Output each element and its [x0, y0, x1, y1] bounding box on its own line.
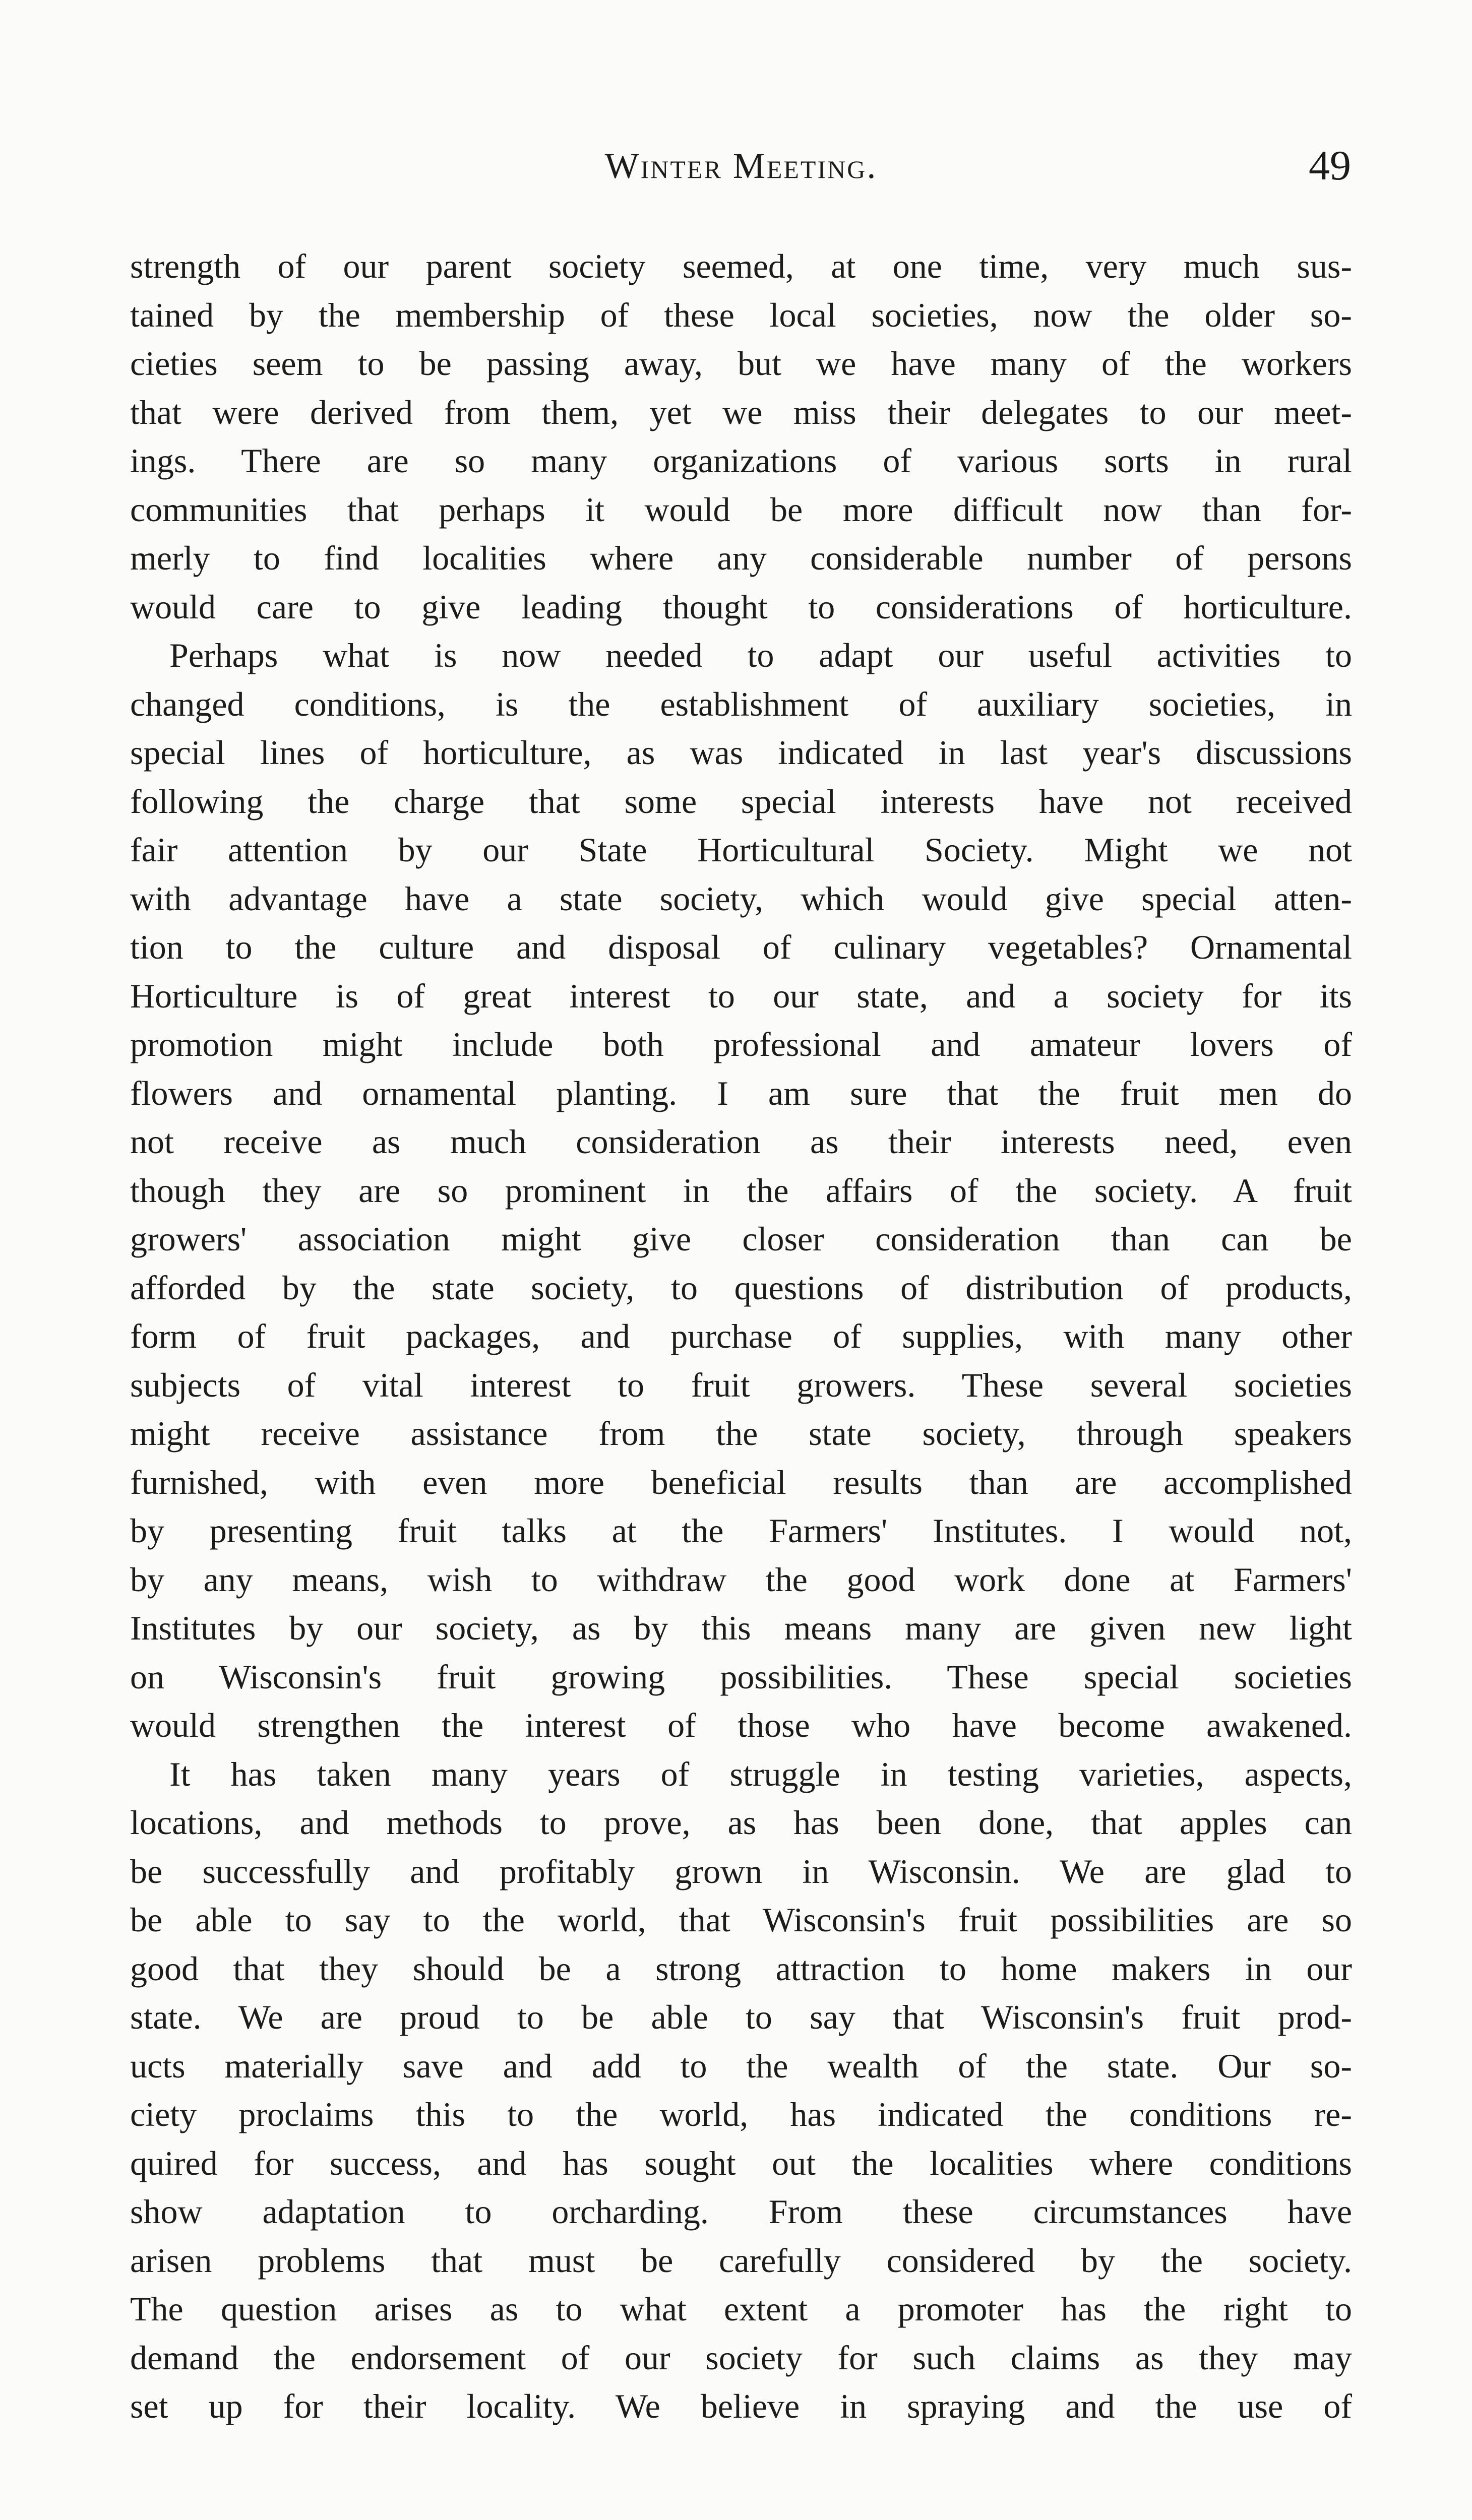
text-line: merly to find localities where any considerable number of persons — [130, 539, 1352, 577]
text-line: fair attention by our State Horticultural Society. Might we not — [130, 831, 1352, 869]
text-line: ings. There are so many organizations of various sorts in rural — [130, 442, 1352, 480]
text-line: tion to the culture and disposal of culinary vegetables? Ornamental — [130, 928, 1352, 966]
text-line: might receive assistance from the state society, through speakers — [130, 1414, 1352, 1453]
text-line: be successfully and profitably grown in Wisconsin. We are glad to — [130, 1852, 1352, 1891]
text-line: would strengthen the interest of those who have become awakened. — [130, 1706, 1352, 1744]
text-line: form of fruit packages, and purchase of supplies, with many other — [130, 1317, 1352, 1355]
text-line: special lines of horticulture, as was indicated in last year's discussions — [130, 733, 1352, 772]
paragraph-2 — [130, 631, 1352, 1750]
text-line: demand the endorsement of our society for such claims as they may — [130, 2338, 1352, 2377]
text-line: flowers and ornamental planting. I am sure that the fruit men do — [130, 1074, 1352, 1112]
text-line: growers' association might give closer consideration than can be — [130, 1220, 1352, 1258]
paragraph-1 — [130, 242, 1352, 631]
text-line: It has taken many years of struggle in testing varieties, aspects, — [169, 1754, 1352, 1793]
text-line: cieties seem to be passing away, but we have many of the workers — [130, 344, 1352, 383]
text-line: that were derived from them, yet we miss their delegates to our meet- — [130, 393, 1352, 431]
page-header — [131, 141, 1351, 197]
body-text — [130, 242, 1352, 2431]
text-line: set up for their locality. We believe in spraying and the use of — [130, 2387, 1352, 2425]
text-line: following the charge that some special interests have not received — [130, 782, 1352, 821]
text-line: ciety proclaims this to the world, has indicated the conditions re- — [130, 2095, 1352, 2133]
text-line: The question arises as to what extent a promoter has the right to — [130, 2290, 1352, 2328]
text-line: changed conditions, is the establishment of auxiliary societies, in — [130, 684, 1352, 723]
text-line: communities that perhaps it would be more difficult now than for- — [130, 490, 1352, 529]
text-line: furnished, with even more beneficial results than are accomplished — [130, 1463, 1352, 1501]
text-line: not receive as much consideration as their interests need, even — [130, 1122, 1352, 1161]
paragraph-3 — [130, 1750, 1352, 2431]
text-line: strength of our parent society seemed, at one time, very much sus- — [130, 247, 1352, 285]
text-line: locations, and methods to prove, as has been done, that apples can — [130, 1803, 1352, 1842]
running-title: Winter Meeting. — [604, 146, 878, 186]
text-line: state. We are proud to be able to say that Wisconsin's fruit prod- — [130, 1998, 1352, 2036]
page-number: 49 — [1309, 142, 1351, 189]
text-line: though they are so prominent in the affairs of the society. A fruit — [130, 1171, 1352, 1210]
text-line: afforded by the state society, to questions of distribution of products, — [130, 1268, 1352, 1307]
text-line: would care to give leading thought to considerations of horticulture. — [130, 587, 1352, 626]
text-line: promotion might include both professional and amateur lovers of — [130, 1025, 1352, 1063]
text-line: tained by the membership of these local societies, now the older so- — [130, 295, 1352, 334]
text-line: by any means, wish to withdraw the good work done at Farmers' — [130, 1560, 1352, 1599]
text-line: Institutes by our society, as by this means many are given new light — [130, 1609, 1352, 1647]
text-line: ucts materially save and add to the wealth of the state. Our so- — [130, 2046, 1352, 2085]
text-line: Horticulture is of great interest to our state, and a society for its — [130, 976, 1352, 1015]
text-line: show adaptation to orcharding. From these circumstances have — [130, 2192, 1352, 2231]
text-line: quired for success, and has sought out the localities where conditions — [130, 2144, 1352, 2182]
text-line: good that they should be a strong attraction to home makers in our — [130, 1949, 1352, 1988]
text-line: by presenting fruit talks at the Farmers' Institutes. I would not, — [130, 1511, 1352, 1550]
text-line: arisen problems that must be carefully considered by the society. — [130, 2241, 1352, 2280]
text-line: on Wisconsin's fruit growing possibilities. These special societies — [130, 1657, 1352, 1696]
text-line: Perhaps what is now needed to adapt our useful activities to — [169, 636, 1352, 674]
text-line: be able to say to the world, that Wisconsin's fruit possibilities are so — [130, 1901, 1352, 1939]
text-line: with advantage have a state society, which would give special atten- — [130, 879, 1352, 918]
text-line: subjects of vital interest to fruit growers. These several societies — [130, 1365, 1352, 1404]
